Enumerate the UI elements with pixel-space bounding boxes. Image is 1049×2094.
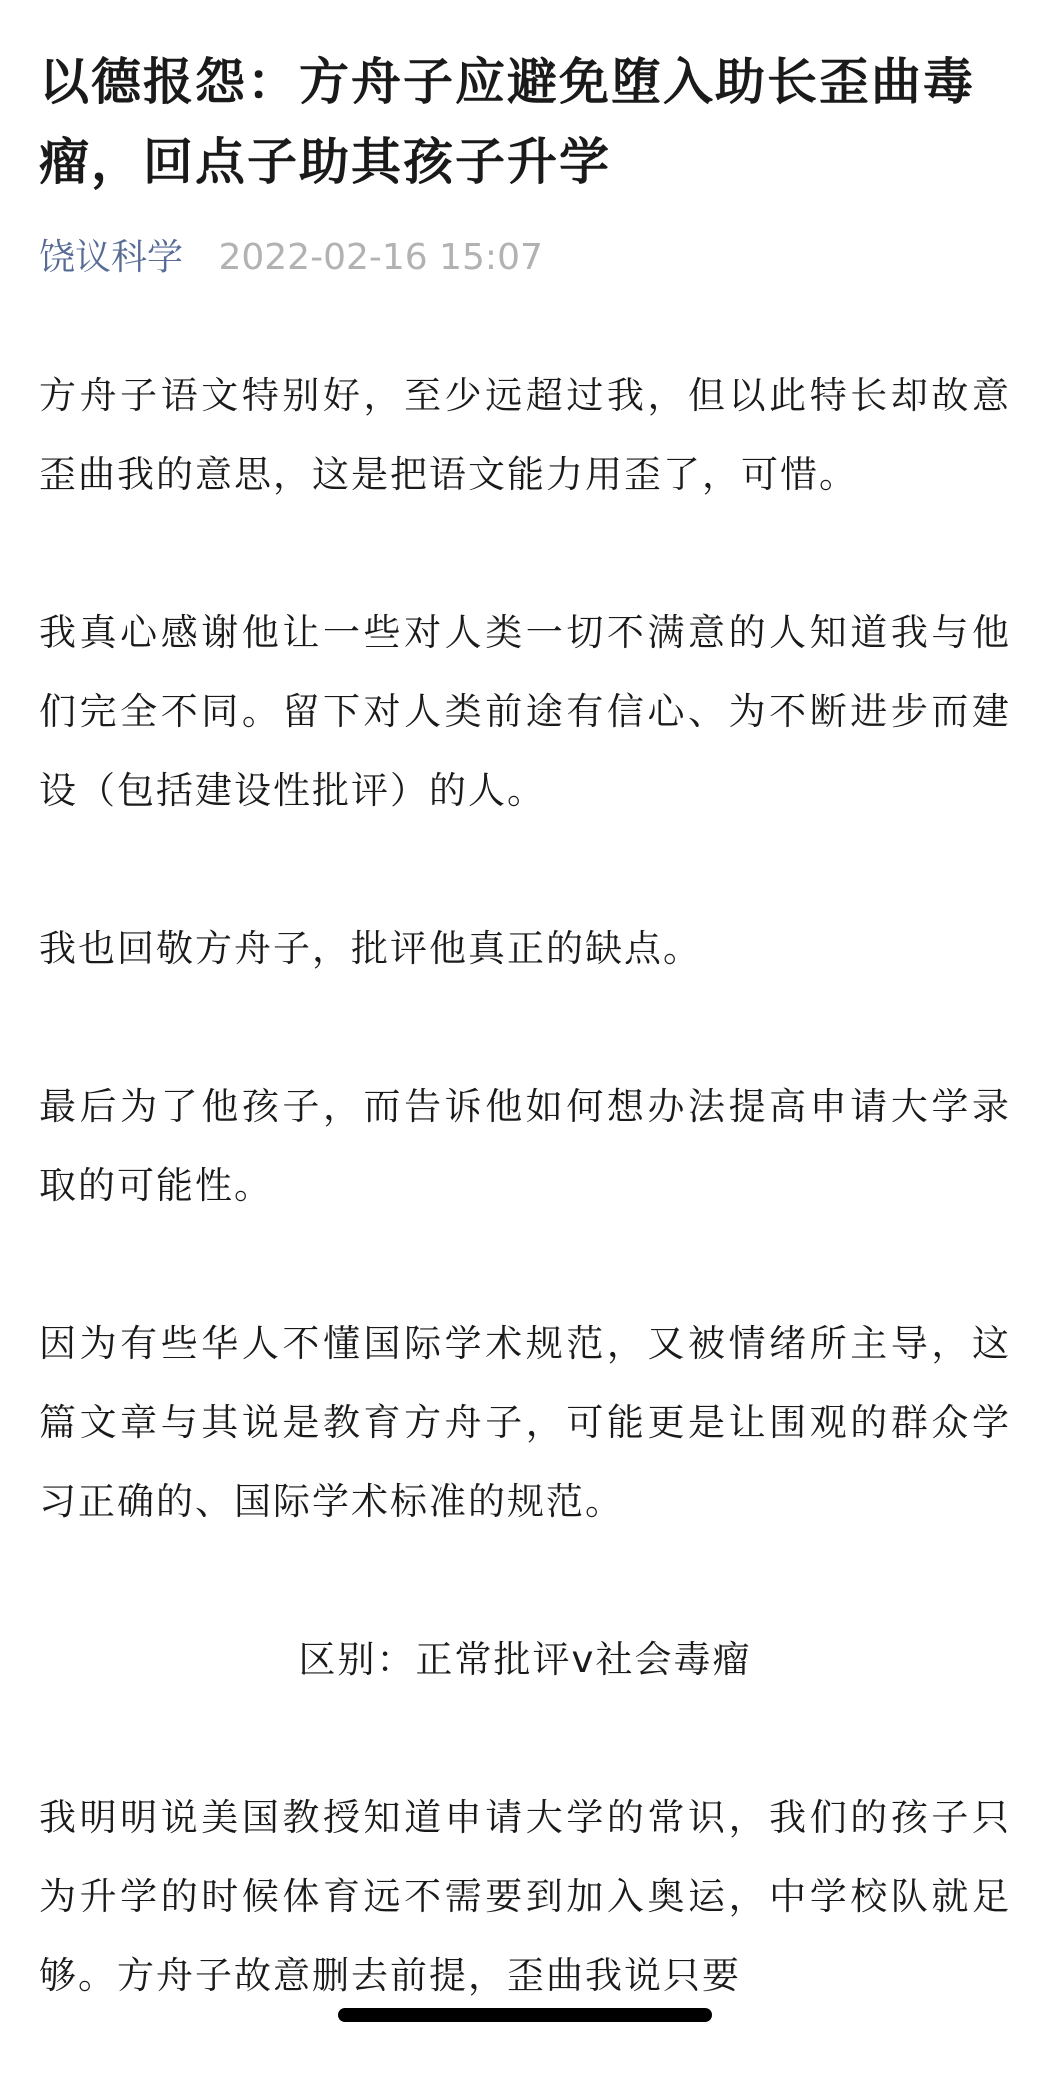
paragraph: 我明明说美国教授知道申请大学的常识，我们的孩子只为升学的时候体育远不需要到加入奥运，中学校队就足够。方舟子故意删去前提，歪曲我说只要: [39, 1796, 1011, 1997]
paragraph: 因为有些华人不懂国际学术规范，又被情绪所主导，这篇文章与其说是教育方舟子，可能更是让围观的群众学习正确的、国际学术标准的规范。: [39, 1322, 1011, 1523]
account-name-link[interactable]: 饶议科学: [39, 237, 184, 278]
article-content: [39, 356, 1011, 2015]
paragraph: 方舟子语文特别好，至少远超过我，但以此特长却故意歪曲我的意思，这是把语文能力用歪了，可惜。: [39, 374, 1011, 496]
article-meta: [39, 228, 1011, 288]
section-heading: 区别：正常批评v社会毒瘤: [298, 1638, 752, 1681]
paragraph: 最后为了他孩子，而告诉他如何想办法提高申请大学录取的可能性。: [39, 1085, 1011, 1207]
article: [39, 42, 1011, 2094]
paragraph: 我真心感谢他让一些对人类一切不满意的人知道我与他们完全不同。留下对人类前途有信心、为不断进步而建设（包括建设性批评）的人。: [39, 611, 1011, 812]
home-indicator[interactable]: [338, 2008, 712, 2022]
paragraph: 我也回敬方舟子，批评他真正的缺点。: [39, 927, 702, 970]
article-title: 以德报怨：方舟子应避免堕入助长歪曲毒瘤，回点子助其孩子升学: [39, 53, 975, 191]
publish-time: 2022-02-16 15:07: [218, 237, 543, 278]
